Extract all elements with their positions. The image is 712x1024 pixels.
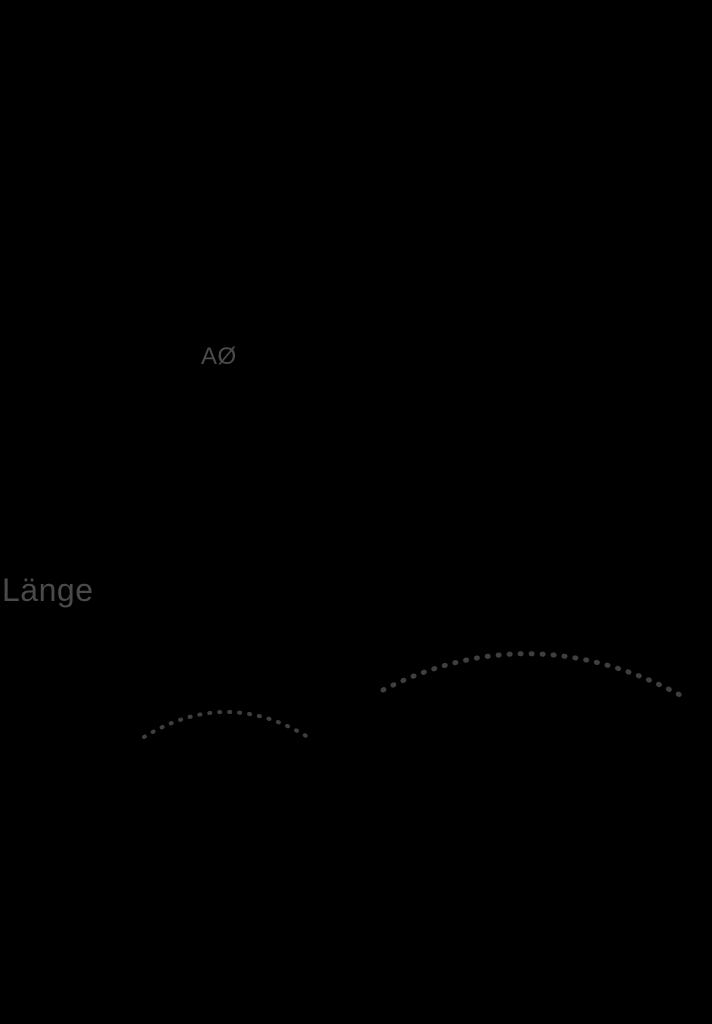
small-dotted-arc <box>144 712 311 739</box>
diameter-label: AØ <box>201 343 237 370</box>
large-dotted-arc <box>383 654 680 695</box>
length-label: Länge <box>2 572 94 608</box>
